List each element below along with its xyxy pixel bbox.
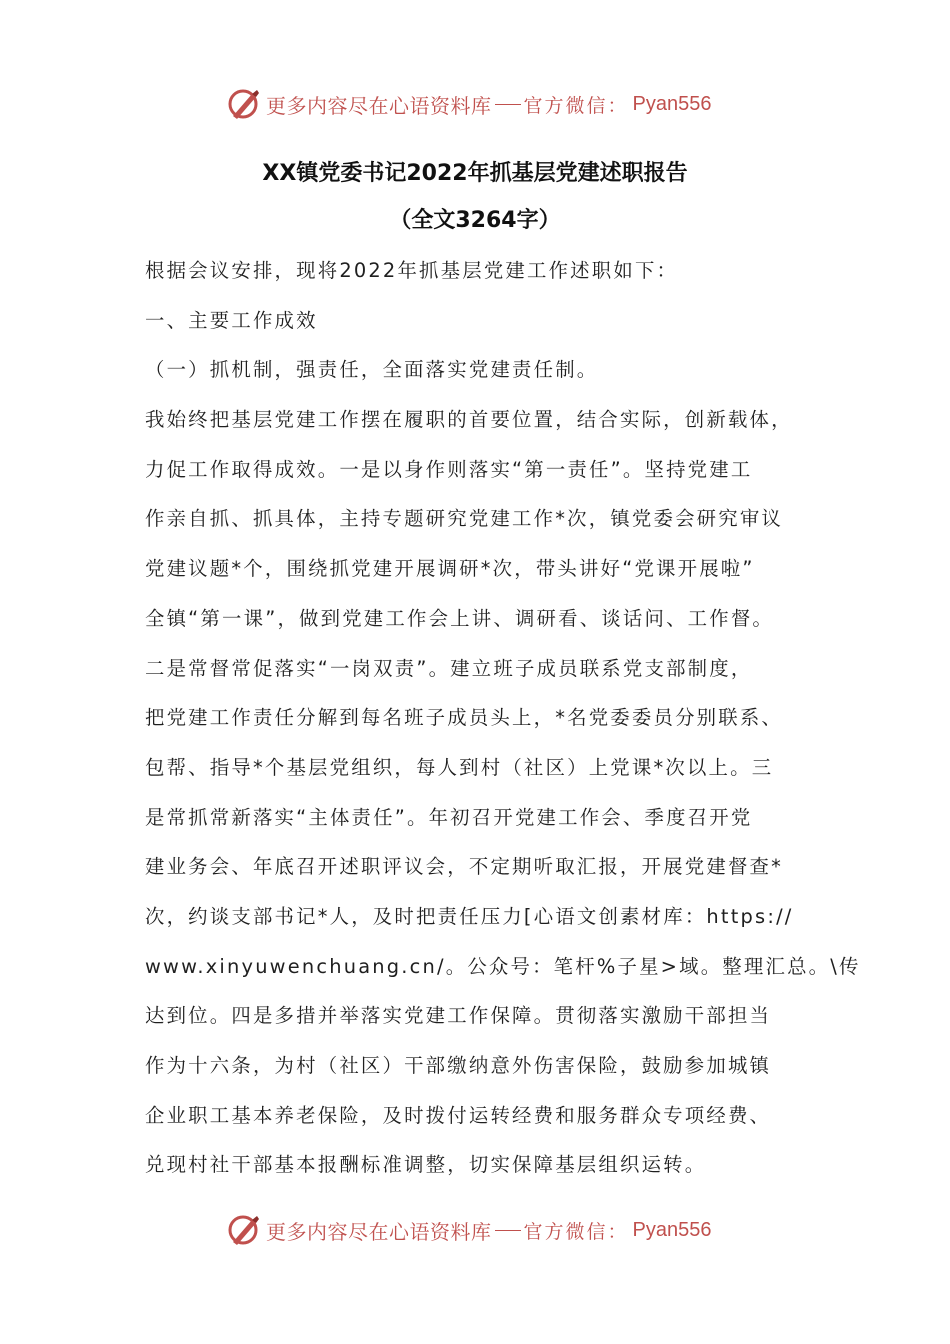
body-line: 作为十六条，为村（社区）干部缴纳意外伤害保险，鼓励参加城镇 (145, 1054, 772, 1077)
body-line: 作亲自抓、抓具体，主持专题研究党建工作*次，镇党委会研究审议 (145, 507, 784, 531)
body-line: 根据会议安排，现将2022年抓基层党建工作述职如下： (145, 259, 679, 282)
banner-sub-text: 官方微信： (523, 1220, 629, 1243)
banner-dash (495, 1230, 521, 1231)
body-line: 包帮、指导*个基层党组织，每人到村（社区）上党课*次以上。三 (145, 755, 774, 779)
body-line: 企业职工基本养老保险，及时拨付运转经费和服务群众专项经费、 (145, 1103, 772, 1127)
body-line: 达到位。四是多措并举落实党建工作保障。贯彻落实激励干部担当 (145, 1004, 772, 1028)
section-heading: 一、主要工作成效 (145, 308, 318, 332)
subsection-heading: （一）抓机制，强责任，全面落实党建责任制。 (145, 358, 599, 382)
body-line: 二是常督常促落实“一岗双责”。建立班子成员联系党支部制度， (145, 656, 753, 680)
document-title: XX镇党委书记2022年抓基层党建述职报告 (262, 161, 688, 186)
body-line: 是常抓常新落实“主体责任”。年初召开党建工作会、季度召开党 (145, 805, 753, 829)
body-line: 全镇“第一课”，做到党建工作会上讲、调研看、谈话问、工作督。 (145, 606, 775, 630)
banner-wechat-id: Pyan556 (632, 92, 712, 115)
banner-wechat-id: Pyan556 (632, 1218, 712, 1241)
body-line: 兑现村社干部基本报酬标准调整，切实保障基层组织运转。 (145, 1153, 707, 1177)
body-line: www.xinyuwenchuang.cn/。公众号：笔杆%子星>域。整理汇总。\传 (145, 954, 861, 978)
banner-main-text: 更多内容尽在心语资料库 (266, 93, 492, 118)
pen-logo-icon (226, 1212, 262, 1248)
document-body (145, 251, 861, 1195)
header-banner (226, 84, 711, 124)
pen-logo-icon (226, 86, 262, 122)
body-line: 力促工作取得成效。一是以身作则落实“第一责任”。坚持党建工 (145, 457, 753, 481)
body-line: 党建议题*个，围绕抓党建开展调研*次，带头讲好“党课开展啦” (145, 557, 755, 581)
footer-banner (226, 1210, 711, 1250)
body-line: 次，约谈支部书记*人，及时把责任压力[心语文创素材库：https:// (145, 904, 794, 928)
body-line: 把党建工作责任分解到每名班子成员头上，*名党委委员分别联系、 (145, 706, 784, 730)
body-line: 我始终把基层党建工作摆在履职的首要位置，结合实际，创新载体， (145, 408, 793, 432)
banner-sub-text: 官方微信： (523, 94, 629, 117)
banner-main-text: 更多内容尽在心语资料库 (266, 1219, 492, 1244)
banner-dash (495, 104, 521, 105)
body-line: 建业务会、年底召开述职评议会，不定期听取汇报，开展党建督查* (145, 855, 784, 879)
document-subtitle: （全文3264字） (389, 208, 561, 233)
